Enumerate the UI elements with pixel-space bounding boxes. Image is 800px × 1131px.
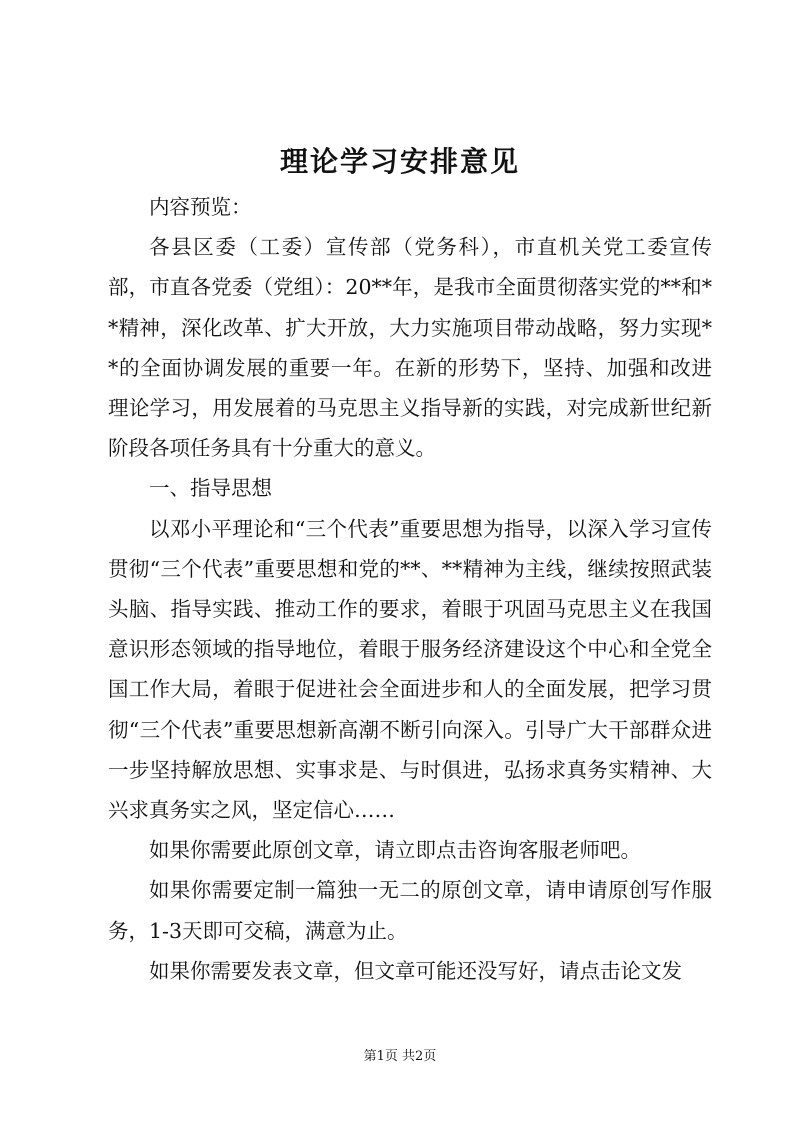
page-footer: 第1页 共2页 <box>363 1049 437 1064</box>
preview-label: 内容预览： <box>149 195 252 219</box>
document-title: 理论学习安排意见 <box>279 145 520 178</box>
promo-paragraph-consult: 如果你需要此原创文章，请立即点击咨询客服老师吧。 <box>149 838 641 863</box>
promo-paragraph-custom-writing: 如果你需要定制一篇独一无二的原创文章，请申请原创写作服务，1-3天即可交稿，满意为止。 <box>108 878 712 943</box>
promo-paragraph-publishing: 如果你需要发表文章，但文章可能还没写好，请点击论文发 <box>149 958 682 983</box>
guiding-ideology-paragraph: 以邓小平理论和“三个代表”重要思想为指导，以深入学习宣传贯彻“三个代表”重要思想和党的**、**精神为主线，继续按照武装头脑、指导实践、推动工作的要求，着眼于巩固马克思主义在我国意识形态领域的指导地位，着眼于服务经济建设这个中心和全党全国工作大局，着眼于促进社会全面进步和人的全面发展，把学习贯彻“三个代表”重要思想新高潮不断引向深入。引导广大干部群众进一步坚持解放思想、实事求是、与时俱进，弘扬求真务实精神、大兴求真务实之风，坚定信心…… <box>108 516 712 823</box>
document-body <box>108 187 712 991</box>
intro-paragraph: 各县区委（工委）宣传部（党务科），市直机关党工委宣传部，市直各党委（党组）：20**年，是我市全面贯彻落实党的**和**精神，深化改革、扩大开放，大力实施项目带动战略，努力实现**的全面协调发展的重要一年。在新的形势下，坚持、加强和改进理论学习，用发展着的马克思主义指导新的实践，对完成新世纪新阶段各项任务具有十分重大的意义。 <box>108 235 712 461</box>
section-heading-guiding-ideology: 一、指导思想 <box>149 476 272 501</box>
